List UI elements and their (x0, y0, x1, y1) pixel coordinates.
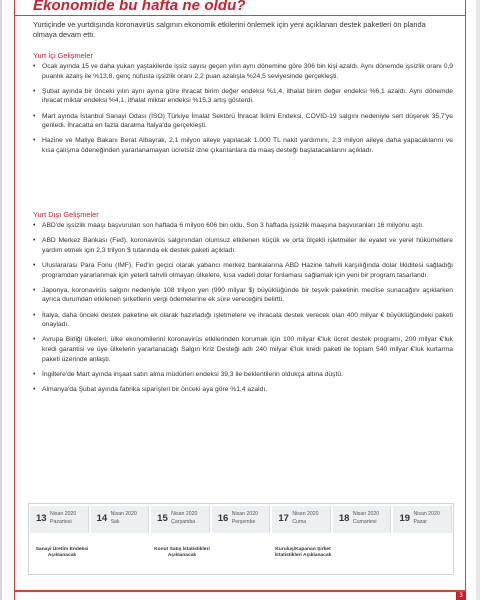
footer-rule (14, 590, 466, 592)
day-month: Nisan 2020 (413, 511, 440, 517)
page-title: Ekonomide bu hafta ne oldu? (33, 0, 246, 14)
list-item: • İtalya, daha önceki destek paketine ek olarak hazırladığı işletmelere ve ihracata destek verecek olan 400 milyar € büyüklüğündeki paketi onayladı. (33, 311, 453, 330)
calendar-days (29, 506, 453, 533)
list-item: • Ocak ayında 15 ve daha yukarı yaştakilerde işsiz sayısı geçen yılın aynı dönemine göre 306 bin kişi azaldı. Aynı dönemde işsizlik oranı 0,9 puanlık azalış ile %13,8, genç nüfusta işsizlik oranı 2,2 puan azalışla %24,5 seviyesinde gerçekleşti. (33, 62, 453, 81)
list-item: • Japonya, koronavirüs salgını nedeniyle 108 trilyon yen (990 milyar $) büyüklüğünde bir teşvik paketinin meclise sunacağını açıklarken ayrıca durumdan etkilenen şirketlerin vergi ödemelerine ek süre vereceğini belirtti. (33, 286, 453, 305)
day-number: 15 (157, 513, 168, 524)
day-number: 13 (36, 513, 47, 524)
calendar-day (91, 506, 150, 533)
day-weekday: Salı (110, 519, 120, 525)
day-weekday: Perşembe (231, 519, 256, 525)
foreign-heading: Yurt Dışı Gelişmeler (33, 210, 99, 219)
foreign-list (33, 221, 453, 400)
list-item: • Hazine ve Maliye Bakanı Berat Albayrak, 2,1 milyon aileye yapılacak 1.000 TL nakit yardımını, 2,3 milyon aileye daha yapacaklarını ve kısa çalışma ödeneğinden yararlanamayan ücretsiz izne çıkarılanlara da maaş desteği başlatacaklarını açıkladı. (33, 136, 453, 155)
day-weekday: Cuma (292, 519, 307, 525)
day-weekday: Pazar (413, 519, 428, 525)
list-item: • Almanya'da Şubat ayında fabrika siparişleri bir önceki aya göre %1,4 azaldı. (33, 385, 453, 395)
day-month: Nisan 2020 (110, 511, 137, 517)
calendar-event: Kuruluş/Kapanan Şirket İstatistikleri Açıklanacak (274, 547, 332, 559)
day-weekday: Cumartesi (352, 519, 377, 525)
title-divider (14, 15, 466, 16)
calendar-event: Konut Satış İstatistikleri Açıklanacak (154, 547, 210, 559)
left-edge-stripe (0, 0, 2, 600)
calendar-day (30, 506, 89, 533)
weekly-calendar (28, 503, 454, 575)
day-month: Nisan 2020 (171, 511, 198, 517)
day-number: 14 (96, 513, 108, 524)
list-item: • Uluslararası Para Fonu (IMF), Fed'in geçici olarak yabancı merkez bankalarına ABD Hazine tahvili karşılığında dolar likiditesi sağladığı programdan yararlanmak için yeterli tahvili olmayan ülkelere, kısa vadeli dolar fonlaması sağlamak için yeni bir program tasarlandı. (33, 261, 453, 280)
day-number: 16 (217, 513, 229, 524)
day-month: Nisan 2020 (352, 511, 380, 517)
page-number: 3 (456, 592, 466, 600)
domestic-list (33, 62, 453, 161)
calendar-event: Sanayi Üretim Endeksi Açıklanacak (35, 547, 89, 559)
day-month: Nisan 2020 (292, 511, 319, 517)
right-edge-stripe (476, 0, 480, 600)
calendar-day (333, 506, 392, 533)
day-number: 17 (278, 513, 289, 524)
day-weekday: Pazartesi (50, 519, 72, 525)
day-month: Nisan 2020 (50, 511, 77, 517)
calendar-day (212, 506, 271, 533)
calendar-day (151, 506, 210, 533)
day-number: 19 (399, 513, 411, 524)
intro-paragraph: Yurtiçinde ve yurtdışında koronavirüs salgının ekonomik etkilerini önlemek için yeni açıklanan destek paketleri ön planda olmaya devam etti. (33, 20, 426, 39)
calendar-day (272, 506, 331, 533)
list-item: • ABD Merkez Bankası (Fed), koronavirüs salgınından olumsuz etkilenen küçük ve orta ölçekli işletmeler ile eyalet ve yerel hükümetlere yardım etmek için 2,3 trilyon $ tutarında ek destek paketi açıkladı. (33, 236, 453, 255)
list-item: • İngiltere'de Mart ayında inşaat satın alma müdürleri endeksi 39,3 ile beklentilerin oldukça altına düştü. (33, 370, 453, 380)
domestic-heading: Yurt İçi Gelişmeler (33, 51, 93, 60)
day-weekday: Çarşamba (171, 519, 196, 525)
day-number: 18 (338, 513, 350, 524)
list-item: • Mart ayında İstanbul Sanayi Odası (İSO) Türkiye İmalat Sektörü İhracat İklimi Endeksi, COVID-19 salgını nedeniyle sert düşerek 35,7'ye geriledi. İhracatta en fazla daralma İtalya'da gerçekleşti. (33, 112, 453, 131)
list-item: • Avrupa Birliği ülkeleri, ülke ekonomilerini koronavirüs etkilerinden korumak için 100 milyar €'luk ücret destek programı, 200 milyar €'luk kredi garantisi ve üye ülkelerin yararlanacağı Salgın Kriz Desteği adlı 240 milyar €'luk kredi paketi ile toplam 540 milyar €'luk kurtarma paketi üzerinde anlaştı. (33, 335, 453, 364)
day-month: Nisan 2020 (231, 511, 258, 517)
list-item: • Şubat ayında bir önceki yılın aynı ayına göre ihracat birim değer endeksi %1,4, ithalat birim değer endeksi %6,1 azaldı. Aynı dönemde ihracat miktar endeksi %4,1, ithalat miktar endeksi %15,3 artış gösterdi. (33, 87, 453, 106)
list-item: • ABD'de işsizlik maaşı başvuruları son haftada 6 milyon 606 bin oldu. Son 3 haftada işsizlik maaşına başvuranları 16 milyonu aştı. (33, 221, 453, 231)
calendar-day (393, 506, 452, 533)
